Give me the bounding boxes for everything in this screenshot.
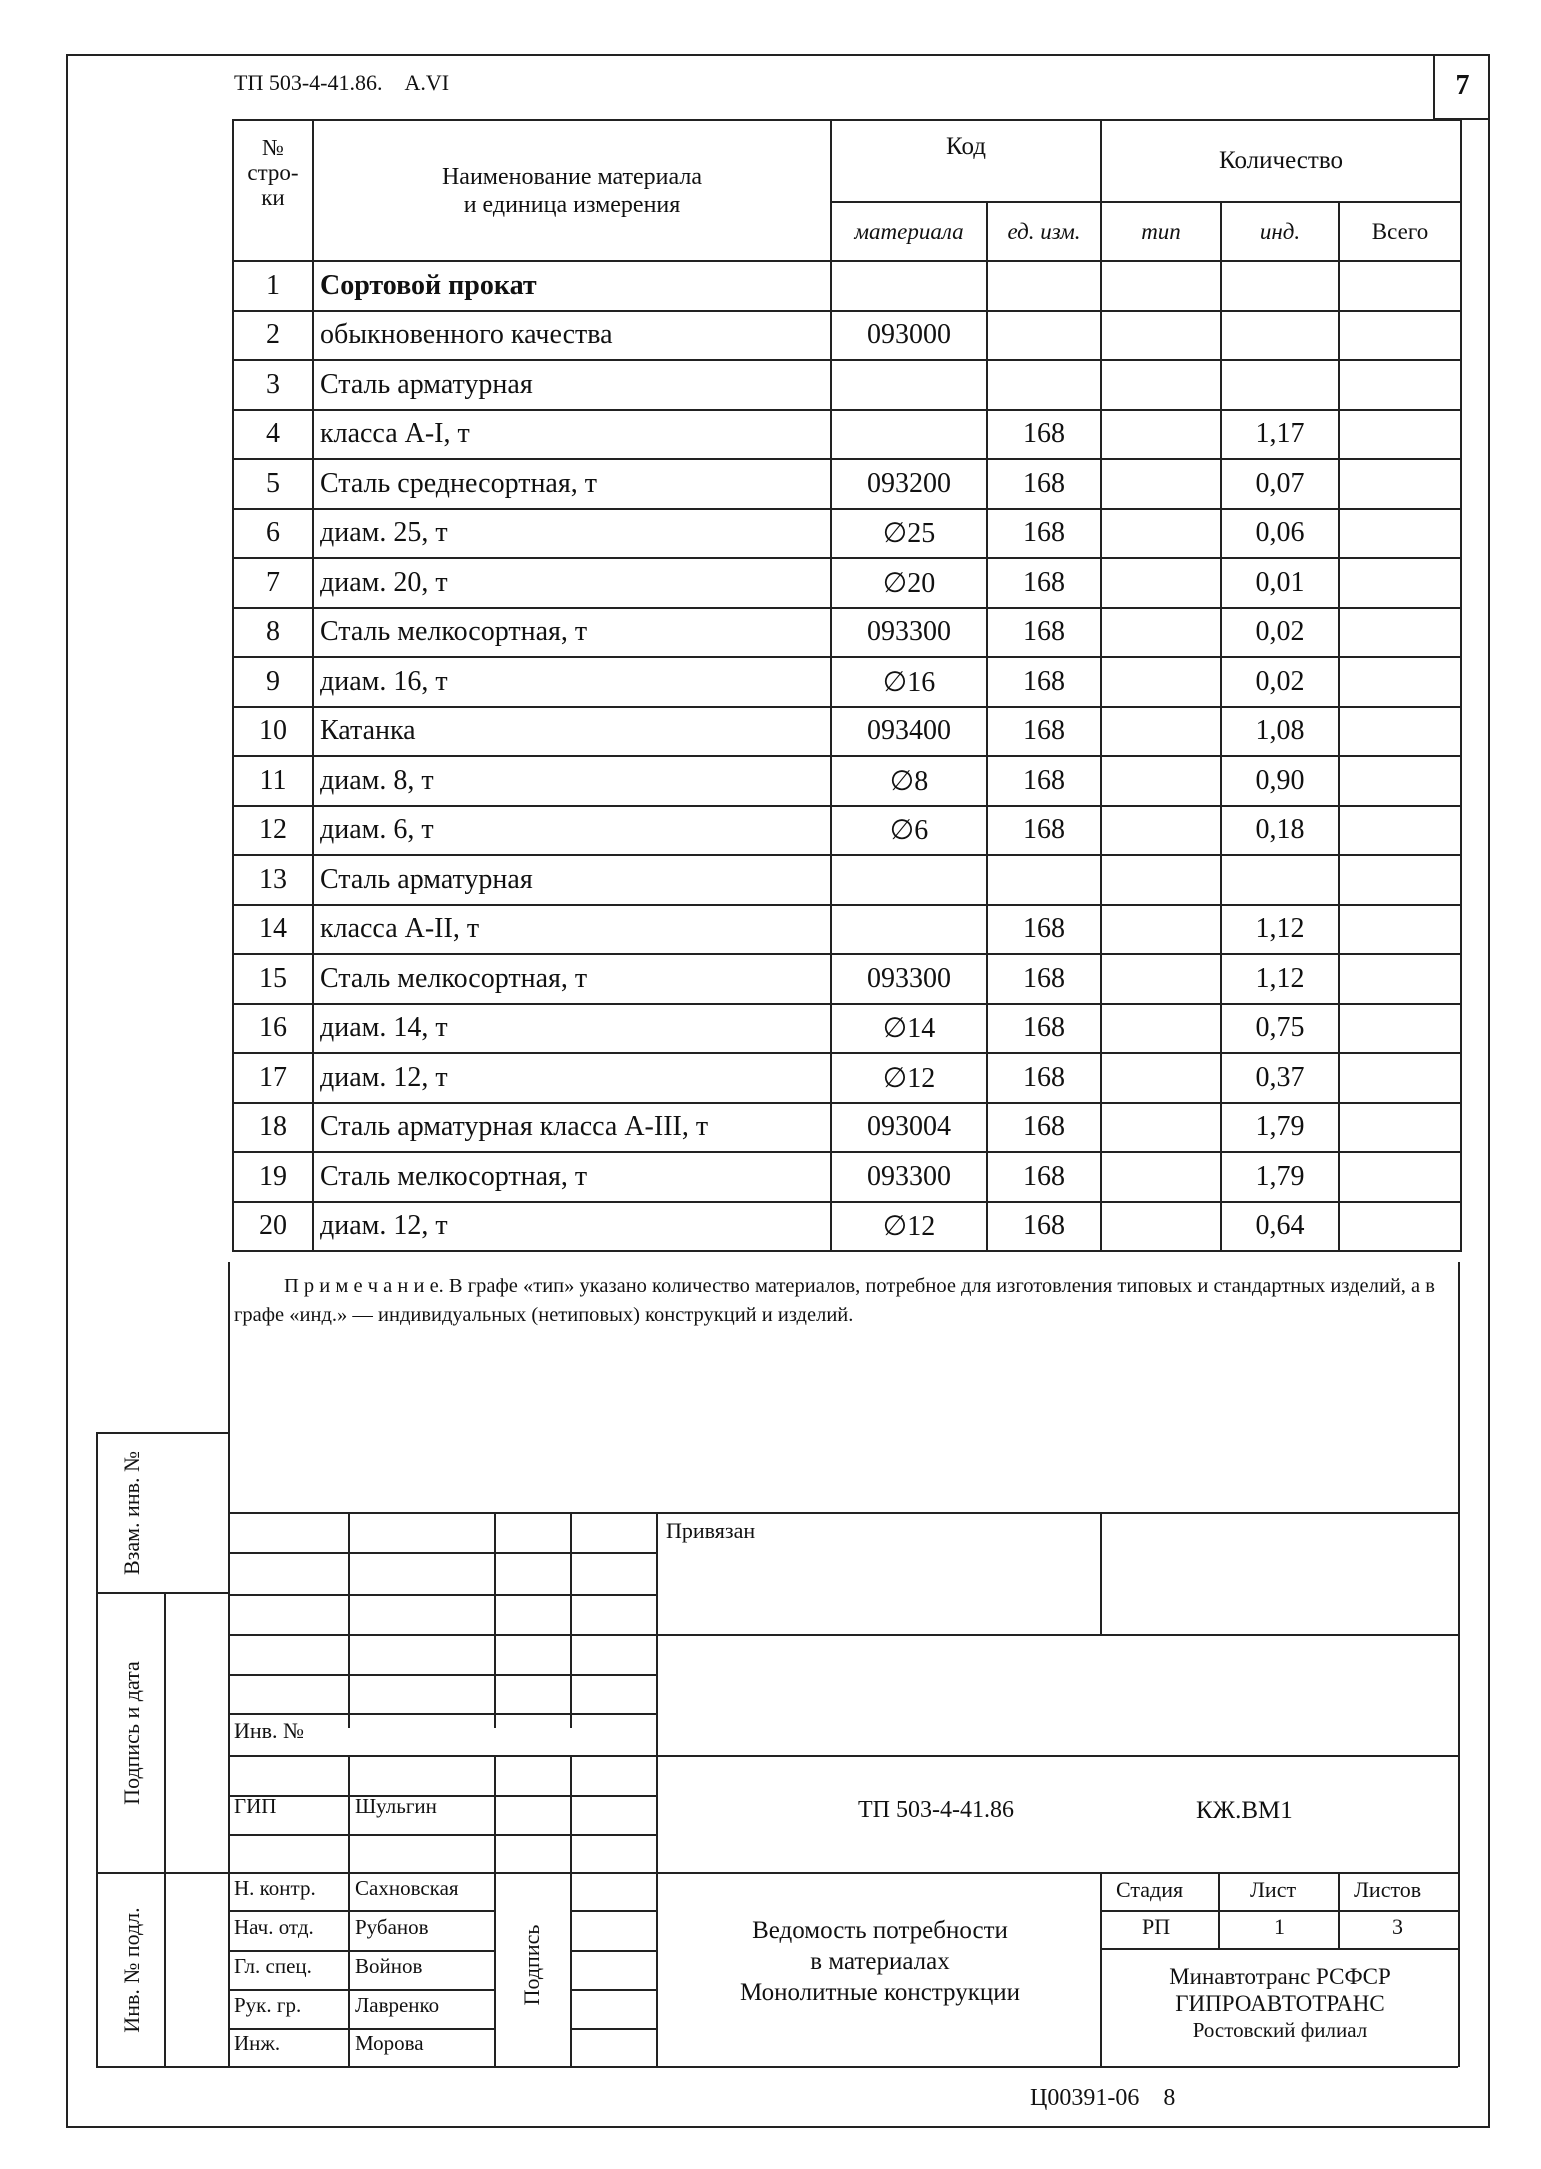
table-row xyxy=(233,1103,1461,1153)
materials-table xyxy=(232,119,1462,1252)
material-code-cell: ∅6 xyxy=(831,806,987,856)
document-title xyxy=(660,1915,1100,2008)
quantity-total-cell xyxy=(1339,855,1461,905)
row-number-cell: 15 xyxy=(233,954,313,1004)
row-number-cell: 16 xyxy=(233,1004,313,1054)
unit-code-cell: 168 xyxy=(987,806,1101,856)
row-number-cell: 17 xyxy=(233,1053,313,1103)
table-row xyxy=(233,558,1461,608)
quantity-ind-cell: 0,18 xyxy=(1221,806,1339,856)
quantity-ind-cell: 0,64 xyxy=(1221,1202,1339,1252)
header-material: материала xyxy=(831,202,987,261)
label-podpis: Подпись xyxy=(519,1924,544,2006)
quantity-total-cell xyxy=(1339,657,1461,707)
quantity-typ-cell xyxy=(1101,1152,1221,1202)
row-number-cell: 1 xyxy=(233,261,313,311)
material-name-cell: Сталь арматурная класса А-III, т xyxy=(313,1103,831,1153)
unit-code-cell: 168 xyxy=(987,459,1101,509)
org-line-3: Ростовский филиал xyxy=(1192,2018,1368,2042)
material-code-cell: ∅12 xyxy=(831,1053,987,1103)
material-name-cell: Сталь мелкосортная, т xyxy=(313,608,831,658)
material-name-cell: диам. 16, т xyxy=(313,657,831,707)
quantity-ind-cell: 0,02 xyxy=(1221,657,1339,707)
quantity-total-cell xyxy=(1339,558,1461,608)
signatory-name: Лавренко xyxy=(355,1993,440,2017)
quantity-total-cell xyxy=(1339,1103,1461,1153)
material-name-cell: Сталь среднесортная, т xyxy=(313,459,831,509)
note-text: В графе «тип» указано количество материалов, потребное для изготовления типовых и стандартных изделий, а в графе «инд.» — индивидуальных (нетиповых) конструкций и изделий. xyxy=(234,1275,1435,1326)
quantity-total-cell xyxy=(1339,360,1461,410)
material-name-cell: обыкновенного качества xyxy=(313,311,831,361)
table-row xyxy=(233,410,1461,460)
material-code-cell: 093300 xyxy=(831,954,987,1004)
material-code-cell xyxy=(831,410,987,460)
quantity-typ-cell xyxy=(1101,905,1221,955)
material-code-cell xyxy=(831,261,987,311)
quantity-ind-cell: 0,02 xyxy=(1221,608,1339,658)
unit-code-cell: 168 xyxy=(987,509,1101,559)
quantity-typ-cell xyxy=(1101,360,1221,410)
row-number-cell: 9 xyxy=(233,657,313,707)
stage-label: Стадия xyxy=(1116,1877,1184,1902)
doc-mark: КЖ.ВМ1 xyxy=(1196,1797,1293,1824)
quantity-ind-cell: 1,12 xyxy=(1221,905,1339,955)
material-code-cell xyxy=(831,855,987,905)
material-code-cell: 093400 xyxy=(831,707,987,757)
sheets-value: 3 xyxy=(1392,1914,1403,1939)
header-total: Всего xyxy=(1339,202,1461,261)
label-inv-podl: Инв. № подл. xyxy=(119,1907,144,2033)
quantity-ind-cell: 0,06 xyxy=(1221,509,1339,559)
quantity-total-cell xyxy=(1339,1004,1461,1054)
quantity-ind-cell: 0,07 xyxy=(1221,459,1339,509)
quantity-typ-cell xyxy=(1101,806,1221,856)
quantity-total-cell xyxy=(1339,707,1461,757)
unit-code-cell: 168 xyxy=(987,1103,1101,1153)
unit-code-cell: 168 xyxy=(987,1152,1101,1202)
header-typ: тип xyxy=(1101,202,1221,261)
signatory-name: Морова xyxy=(355,2031,424,2055)
table-row xyxy=(233,905,1461,955)
bottom-code: Ц00391-06 8 xyxy=(1030,2085,1176,2111)
title-line-3: Монолитные конструкции xyxy=(740,1979,1020,2006)
header-code: ТП 503-4-41.86. А.VI xyxy=(234,70,450,95)
material-name-cell: Катанка xyxy=(313,707,831,757)
material-name-cell: Сталь арматурная xyxy=(313,855,831,905)
signatory-role: ГИП xyxy=(234,1794,277,1818)
signatory-role: Нач. отд. xyxy=(234,1915,314,1939)
material-name-cell: диам. 14, т xyxy=(313,1004,831,1054)
quantity-ind-cell: 1,08 xyxy=(1221,707,1339,757)
material-name-cell: диам. 12, т xyxy=(313,1202,831,1252)
quantity-total-cell xyxy=(1339,1053,1461,1103)
quantity-typ-cell xyxy=(1101,410,1221,460)
header-unit: ед. изм. xyxy=(987,202,1101,261)
quantity-ind-cell: 0,01 xyxy=(1221,558,1339,608)
quantity-total-cell xyxy=(1339,1152,1461,1202)
material-code-cell: 093000 xyxy=(831,311,987,361)
inv-no: Инв. № xyxy=(234,1718,305,1743)
header-code: Код xyxy=(831,120,1101,202)
header-row-no: № стро- ки xyxy=(233,120,313,261)
table-row xyxy=(233,756,1461,806)
note-label: П р и м е ч а н и е. xyxy=(284,1275,444,1297)
quantity-total-cell xyxy=(1339,756,1461,806)
table-row xyxy=(233,1053,1461,1103)
material-name-cell: диам. 20, т xyxy=(313,558,831,608)
sheet-value: 1 xyxy=(1274,1914,1285,1939)
signatory-name: Войнов xyxy=(355,1954,423,1978)
unit-code-cell xyxy=(987,261,1101,311)
material-name-cell: класса А-II, т xyxy=(313,905,831,955)
material-code-cell: ∅16 xyxy=(831,657,987,707)
material-code-cell: ∅25 xyxy=(831,509,987,559)
row-number-cell: 7 xyxy=(233,558,313,608)
unit-code-cell xyxy=(987,360,1101,410)
unit-code-cell: 168 xyxy=(987,707,1101,757)
material-code-cell: ∅8 xyxy=(831,756,987,806)
material-name-cell: Сортовой прокат xyxy=(313,261,831,311)
unit-code-cell: 168 xyxy=(987,608,1101,658)
material-name-cell: Сталь арматурная xyxy=(313,360,831,410)
quantity-typ-cell xyxy=(1101,1202,1221,1252)
material-code-cell: 093300 xyxy=(831,608,987,658)
page-number: 7 xyxy=(1433,54,1490,120)
quantity-typ-cell xyxy=(1101,509,1221,559)
table-row xyxy=(233,806,1461,856)
quantity-total-cell xyxy=(1339,311,1461,361)
row-number-cell: 19 xyxy=(233,1152,313,1202)
table-row xyxy=(233,360,1461,410)
row-number-cell: 6 xyxy=(233,509,313,559)
quantity-total-cell xyxy=(1339,261,1461,311)
quantity-typ-cell xyxy=(1101,311,1221,361)
row-number-cell: 12 xyxy=(233,806,313,856)
quantity-total-cell xyxy=(1339,1202,1461,1252)
quantity-typ-cell xyxy=(1101,657,1221,707)
row-number-cell: 2 xyxy=(233,311,313,361)
material-name-cell: Сталь мелкосортная, т xyxy=(313,954,831,1004)
material-name-cell: диам. 12, т xyxy=(313,1053,831,1103)
signatory-role: Гл. спец. xyxy=(234,1954,312,1978)
table-row xyxy=(233,1004,1461,1054)
unit-code-cell: 168 xyxy=(987,756,1101,806)
label-vzam-inv: Взам. инв. № xyxy=(119,1451,144,1575)
header-quantity: Количество xyxy=(1101,120,1461,202)
privyazan: Привязан xyxy=(666,1518,756,1543)
signatory-role: Рук. гр. xyxy=(234,1993,302,2017)
material-code-cell: 093004 xyxy=(831,1103,987,1153)
quantity-total-cell xyxy=(1339,905,1461,955)
unit-code-cell xyxy=(987,311,1101,361)
quantity-ind-cell: 0,75 xyxy=(1221,1004,1339,1054)
table-row xyxy=(233,509,1461,559)
row-number-cell: 4 xyxy=(233,410,313,460)
note xyxy=(234,1272,1444,1330)
table-row xyxy=(233,311,1461,361)
quantity-total-cell xyxy=(1339,806,1461,856)
quantity-typ-cell xyxy=(1101,261,1221,311)
row-number-cell: 11 xyxy=(233,756,313,806)
org-line-2: ГИПРОАВТОТРАНС xyxy=(1175,1991,1385,2016)
material-code-cell: ∅12 xyxy=(831,1202,987,1252)
quantity-ind-cell: 1,79 xyxy=(1221,1103,1339,1153)
sheets-label: Листов xyxy=(1354,1877,1422,1902)
signatory-role: Инж. xyxy=(234,2031,281,2055)
quantity-total-cell xyxy=(1339,954,1461,1004)
quantity-total-cell xyxy=(1339,608,1461,658)
signatory-name: Шульгин xyxy=(355,1794,437,1818)
quantity-total-cell xyxy=(1339,410,1461,460)
stage-value: РП xyxy=(1142,1914,1171,1939)
title-line-2: в материалах xyxy=(810,1948,950,1975)
title-line-1: Ведомость потребности xyxy=(752,1917,1008,1944)
unit-code-cell: 168 xyxy=(987,558,1101,608)
quantity-ind-cell xyxy=(1221,261,1339,311)
unit-code-cell: 168 xyxy=(987,657,1101,707)
quantity-typ-cell xyxy=(1101,459,1221,509)
material-code-cell: 093300 xyxy=(831,1152,987,1202)
material-code-cell: ∅20 xyxy=(831,558,987,608)
unit-code-cell: 168 xyxy=(987,954,1101,1004)
organization xyxy=(1102,1963,1458,2044)
quantity-ind-cell: 1,79 xyxy=(1221,1152,1339,1202)
quantity-ind-cell: 1,17 xyxy=(1221,410,1339,460)
quantity-ind-cell xyxy=(1221,311,1339,361)
material-code-cell xyxy=(831,360,987,410)
quantity-typ-cell xyxy=(1101,1004,1221,1054)
signatory-name: Рубанов xyxy=(355,1915,429,1939)
row-number-cell: 18 xyxy=(233,1103,313,1153)
row-number-cell: 20 xyxy=(233,1202,313,1252)
material-name-cell: Сталь мелкосортная, т xyxy=(313,1152,831,1202)
row-number-cell: 5 xyxy=(233,459,313,509)
table-row xyxy=(233,459,1461,509)
material-name-cell: диам. 25, т xyxy=(313,509,831,559)
table-row xyxy=(233,657,1461,707)
quantity-ind-cell: 0,37 xyxy=(1221,1053,1339,1103)
header-ind: инд. xyxy=(1221,202,1339,261)
row-number-cell: 3 xyxy=(233,360,313,410)
material-code-cell xyxy=(831,905,987,955)
table-row xyxy=(233,1202,1461,1252)
table-row xyxy=(233,261,1461,311)
signatory-role: Н. контр. xyxy=(234,1876,316,1900)
sheet-label: Лист xyxy=(1250,1877,1297,1902)
quantity-typ-cell xyxy=(1101,855,1221,905)
quantity-typ-cell xyxy=(1101,1103,1221,1153)
unit-code-cell: 168 xyxy=(987,1053,1101,1103)
label-podpis-data: Подпись и дата xyxy=(119,1661,144,1805)
row-number-cell: 10 xyxy=(233,707,313,757)
quantity-typ-cell xyxy=(1101,1053,1221,1103)
row-number-cell: 13 xyxy=(233,855,313,905)
quantity-typ-cell xyxy=(1101,558,1221,608)
quantity-typ-cell xyxy=(1101,756,1221,806)
org-line-1: Минавтотранс РСФСР xyxy=(1169,1964,1391,1989)
quantity-ind-cell: 0,90 xyxy=(1221,756,1339,806)
quantity-typ-cell xyxy=(1101,608,1221,658)
table-row xyxy=(233,954,1461,1004)
quantity-ind-cell: 1,12 xyxy=(1221,954,1339,1004)
table-row xyxy=(233,1152,1461,1202)
doc-code: ТП 503-4-41.86 xyxy=(858,1797,1014,1823)
unit-code-cell: 168 xyxy=(987,1202,1101,1252)
unit-code-cell: 168 xyxy=(987,905,1101,955)
material-code-cell: 093200 xyxy=(831,459,987,509)
quantity-typ-cell xyxy=(1101,707,1221,757)
unit-code-cell xyxy=(987,855,1101,905)
table-row xyxy=(233,608,1461,658)
material-code-cell: ∅14 xyxy=(831,1004,987,1054)
quantity-ind-cell xyxy=(1221,360,1339,410)
material-name-cell: диам. 8, т xyxy=(313,756,831,806)
unit-code-cell: 168 xyxy=(987,1004,1101,1054)
row-number-cell: 8 xyxy=(233,608,313,658)
table-row xyxy=(233,707,1461,757)
quantity-typ-cell xyxy=(1101,954,1221,1004)
header-name: Наименование материала и единица измерения xyxy=(313,120,831,261)
material-name-cell: диам. 6, т xyxy=(313,806,831,856)
quantity-ind-cell xyxy=(1221,855,1339,905)
quantity-total-cell xyxy=(1339,459,1461,509)
quantity-total-cell xyxy=(1339,509,1461,559)
signatory-name: Сахновская xyxy=(355,1876,459,1900)
row-number-cell: 14 xyxy=(233,905,313,955)
table-body xyxy=(233,261,1461,1251)
material-name-cell: класса А-I, т xyxy=(313,410,831,460)
unit-code-cell: 168 xyxy=(987,410,1101,460)
table-row xyxy=(233,855,1461,905)
